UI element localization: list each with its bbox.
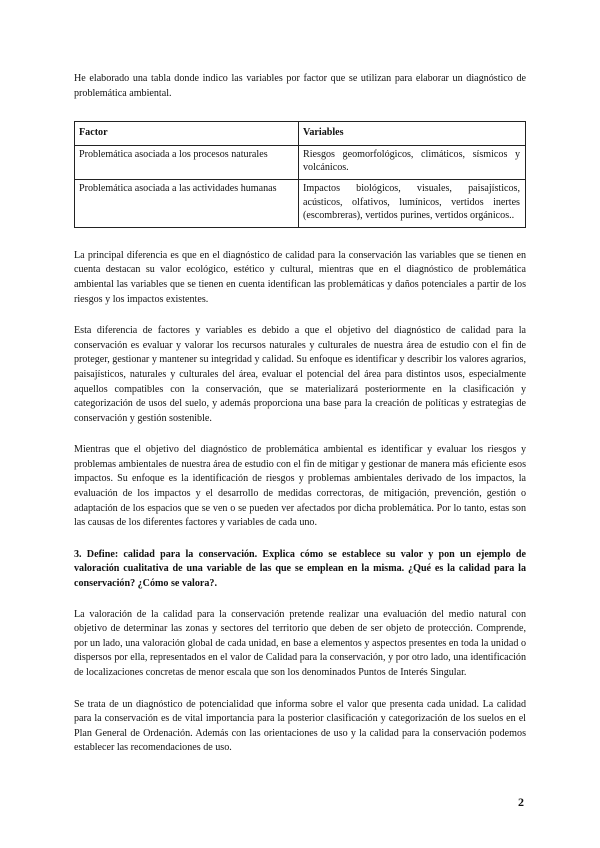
- table-row: [75, 179, 526, 227]
- intro-paragraph: He elaborado una tabla donde indico las variables por factor que se utilizan para elaborar un diagnóstico de problemática ambiental.: [74, 73, 526, 99]
- body-paragraph: La principal diferencia es que en el diagnóstico de calidad para la conservación las variables que se tienen en cuenta destacan su valor ecológico, estético y cultural, mientras que en el diagnóstico de problemática ambiental las variables que se tienen en cuenta identifican las problemáticas y daños potenciales a partir de los riesgos y los impactos existentes.: [74, 249, 526, 305]
- page-content: [74, 72, 526, 773]
- table-cell-factor: Problemática asociada a los procesos naturales: [75, 145, 299, 179]
- answer-paragraph: La valoración de la calidad para la conservación pretende realizar una evaluación del medio natural con objetivo de determinar las zonas y sectores del territorio que deben de ser objeto de protección. Comprende, por un lado, una valoración global de cada unidad, en base a elementos y aspectos presentes en toda la unidad o dispersos por ella, representados en el valor de Calidad para la conservación, y por otro lado, una identificación de localizaciones concretas de menor escala que son los denominados Puntos de Interés Singular.: [74, 608, 526, 678]
- question-heading: 3. Define: calidad para la conservación. Explica cómo se establece su valor y pon un ejemplo de valoración cualitativa de una variable de las que se emplean en la misma. ¿Qué es la calidad para la conservación? ¿Cómo se valora?.: [74, 548, 526, 590]
- table-cell-variables: Impactos biológicos, visuales, paisajísticos, acústicos, olfativos, lumínicos, vertidos inertes (escombreras), vertidos purines, vertidos orgánicos..: [299, 179, 526, 227]
- table-cell-factor: Problemática asociada a las actividades humanas: [75, 179, 299, 227]
- header-factor: Factor: [75, 122, 299, 146]
- table-cell-variables: Riesgos geomorfológicos, climáticos, sísmicos y volcánicos.: [299, 145, 526, 179]
- page-number: 2: [518, 795, 524, 809]
- table-row: [75, 145, 526, 179]
- answer-paragraph: Se trata de un diagnóstico de potencialidad que informa sobre el valor que presenta cada unidad. La calidad para la conservación es de vital importancia para la posterior clasificación y categorización de los suelos en el Plan General de Ordenación. Además con las orientaciones de uso y la calidad para la conservación podemos establecer las recomendaciones de uso.: [74, 698, 526, 754]
- factor-variables-table: [74, 121, 526, 228]
- header-variables: Variables: [299, 122, 526, 146]
- table-header-row: [75, 122, 526, 146]
- body-paragraph: Mientras que el objetivo del diagnóstico de problemática ambiental es identificar y evaluar los riesgos y problemas ambientales de nuestra área de estudio con el fin de mitigar y gestionar de manera más eficiente esos impactos. Su enfoque es la identificación de riesgos y problemas ambientales derivado de los impactos, la evaluación de los impactos y el desarrollo de medidas correctoras, de mitigación, prevención, gestión o adaptación de los espacios que se ven o se pueden ver afectados por dicha problemática. Por lo tanto, estas son las causas de los diferentes factores y variables de cada uno.: [74, 444, 526, 529]
- body-paragraph: Esta diferencia de factores y variables es debido a que el objetivo del diagnóstico de calidad para la conservación es evaluar y valorar los recursos naturales y culturales de nuestra área de estudio con el fin de proteger, gestionar y mantener su integridad y calidad. Su enfoque es identificar y describir los valores agrarios, paisajísticos, naturales y culturales del área, evaluar el potencial del área para distintos usos, especialmente aquellos compatibles con la conservación, que se materializará posteriormente en la clasificación y categorización de usos del suelo, y además proporciona una base para la creación de políticas y estrategias de conservación y gestión sostenible.: [74, 325, 526, 424]
